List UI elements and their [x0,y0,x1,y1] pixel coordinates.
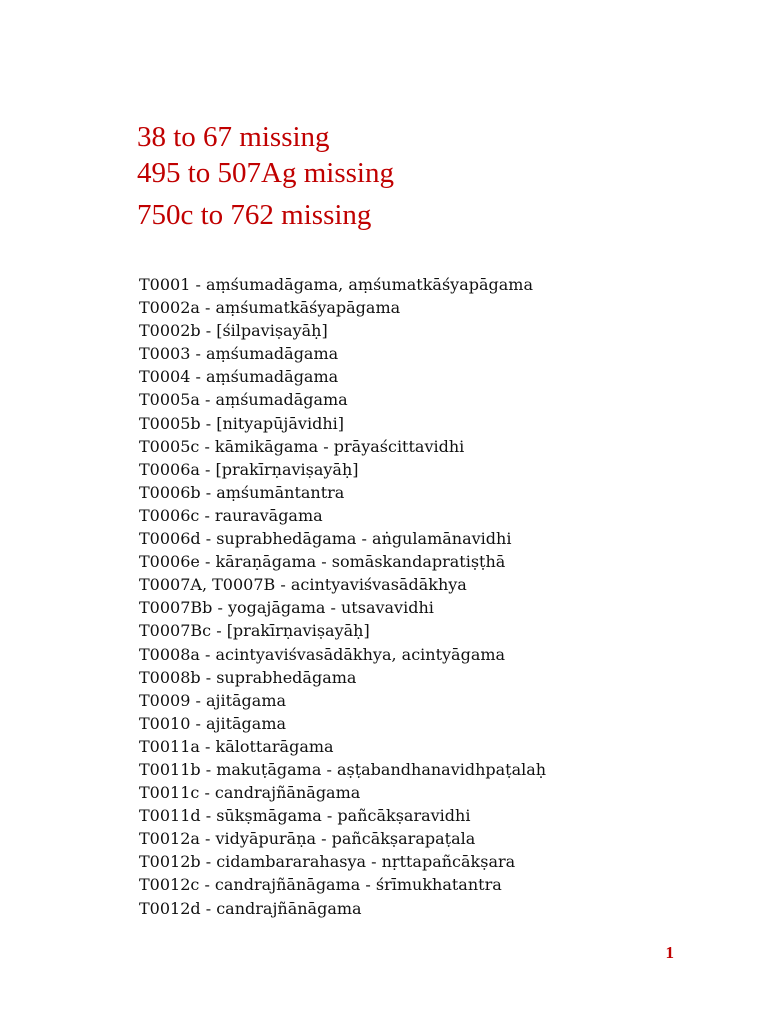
list-item: T0009 - ajitāgama [139,690,287,710]
list-item: T0011a - kālottarāgama [139,736,334,756]
list-item: T0001 - aṃśumadāgama, aṃśumatkāśyapāgama [139,275,534,294]
list-item: T0007A, T0007B - acintyaviśvasādākhya [139,575,467,595]
list-item: T0006d - suprabhedāgama - aṅgulamānavidhi [139,529,512,549]
list-item: T0008b - suprabhedāgama [139,667,357,687]
missing-notes [137,119,394,233]
list-item: T0005b - [nityapūjāvidhi] [139,413,344,433]
list-item: T0007Bc - [prakīrṇaviṣayāḥ] [139,621,370,641]
list-item: T0005a - aṃśumadāgama [139,390,348,410]
missing-note: 495 to 507Ag missing [137,157,394,189]
list-item: T0006e - kāraṇāgama - somāskandapratiṣṭhā [139,552,506,572]
list-item: T0006c - rauravāgama [139,505,323,525]
list-item: T0012a - vidyāpurāṇa - pañcākṣarapaṭala [139,829,476,849]
page-number: 1 [665,943,674,962]
list-item: T0010 - ajitāgama [139,713,287,733]
missing-note: 750c to 762 missing [137,199,372,231]
list-item: T0011d - sūkṣmāgama - pañcākṣaravidhi [139,806,471,826]
list-item: T0011b - makuṭāgama - aṣṭabandhanavidhpaṭalaḥ [139,759,547,779]
list-item: T0012d - candrajñānāgama [139,898,362,918]
list-item: T0012c - candrajñānāgama - śrīmukhatantra [139,875,502,895]
list-item: T0002a - aṃśumatkāśyapāgama [139,298,401,318]
list-item: T0006a - [prakīrṇaviṣayāḥ] [139,459,359,479]
list-item: T0007Bb - yogajāgama - utsavavidhi [139,598,434,618]
list-item: T0002b - [śilpaviṣayāḥ] [139,321,328,341]
list-item: T0012b - cidambararahasya - nṛttapañcākṣara [139,852,516,872]
list-item: T0006b - aṃśumāntantra [139,482,345,502]
entry-list [139,273,546,920]
missing-note: 38 to 67 missing [137,121,330,153]
list-item: T0011c - candrajñānāgama [139,783,361,803]
list-item: T0003 - aṃśumadāgama [139,344,339,364]
list-item: T0008a - acintyaviśvasādākhya, acintyāgama [139,644,506,664]
list-item: T0004 - aṃśumadāgama [139,367,339,387]
list-item: T0005c - kāmikāgama - prāyaścittavidhi [139,436,465,456]
